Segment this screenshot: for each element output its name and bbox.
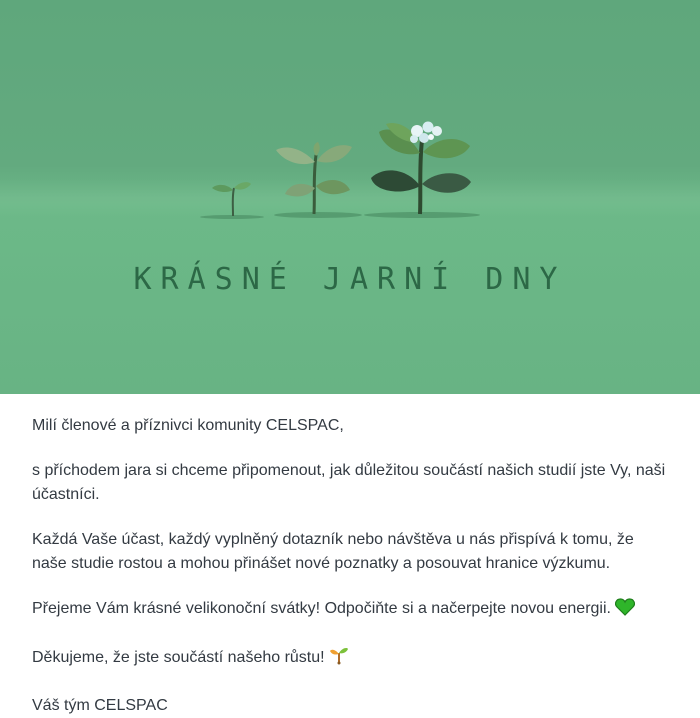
paragraph-easter: [32, 597, 668, 624]
signoff: Váš tým CELSPAC: [32, 697, 168, 714]
plant-shadow: [274, 212, 362, 218]
small-sprout: [212, 182, 251, 216]
green-heart-icon: [615, 598, 635, 624]
flowering-plant: [371, 122, 471, 215]
seedling-icon: [329, 645, 349, 673]
paragraph-thanks: [32, 645, 668, 673]
greeting: Milí členové a příznivci komunity CELSPAC,: [32, 417, 344, 434]
medium-plant: [276, 142, 352, 214]
paragraph-contribution: Každá Vaše účast, každý vyplněný dotazník nebo návštěva u nás přispívá k tomu, že naše studie rostou a mohou přinášet nové poznatky a posouvat hranice výzkumu.: [32, 531, 634, 572]
email-body: [0, 394, 700, 718]
easter-wishes-text: Přejeme Vám krásné velikonoční svátky! Odpočiňte si a načerpejte novou energii.: [32, 600, 611, 617]
paragraph-participants: s příchodem jara si chceme připomenout, jak důležitou součástí našich studií jste Vy, naši účastníci.: [32, 462, 666, 503]
hero-title: KRÁSNÉ JARNÍ DNY: [133, 262, 567, 297]
thanks-text: Děkujeme, že jste součástí našeho růstu!: [32, 649, 325, 666]
